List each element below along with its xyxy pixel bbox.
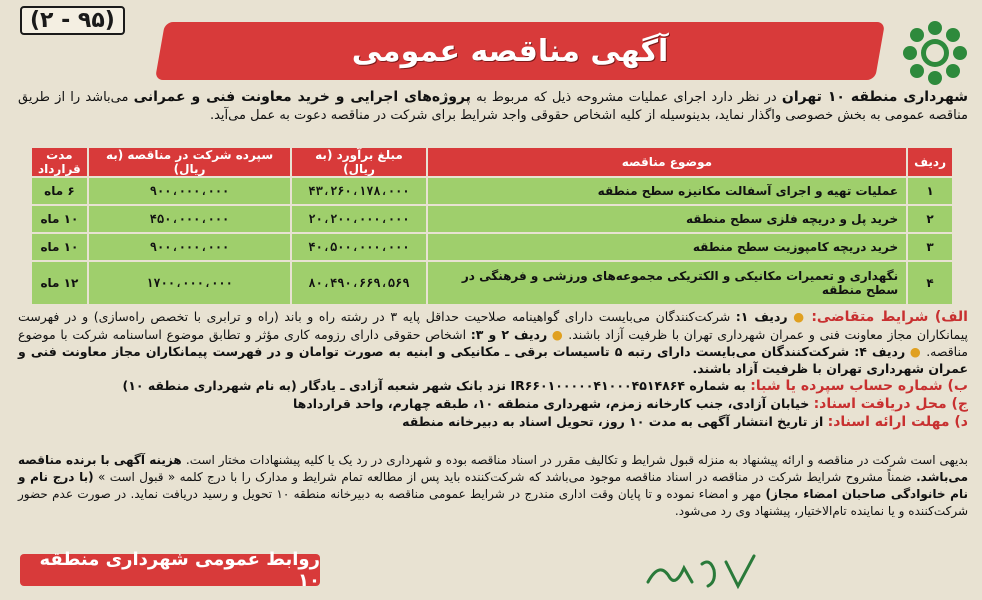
header-deposit: سپرده شرکت در مناقصه (به ریال) (88, 147, 292, 177)
row-subject: خرید پل و دریچه فلزی سطح منطقه (427, 205, 907, 233)
condition-a-heading: الف) شرایط متقاضی: (811, 309, 968, 325)
row-subject: عملیات تهیه و اجرای آسفالت مکانیزه سطح منطقه (427, 177, 907, 205)
closing-p3: مهر و امضاء نموده و تا پایان وقت اداری مندرج در شرایط عمومی مناقصه به دبیرخانه منطقه ۱۰ تحویل و رسید دریافت نماید. در صورت عدم حضور شرکت‌کننده و یا نماینده تام‌الاختیار، پیشنهاد وی رد می‌شود. (18, 487, 968, 518)
condition-d-heading: د) مهلت ارائه اسناد: (827, 414, 968, 430)
header-duration: مدت قرارداد (31, 147, 88, 177)
header-subject: موضوع مناقصه (427, 147, 907, 177)
intro-lead-rest: در نظر دارد اجرای عملیات مشروحه ذیل که مربوط به (470, 90, 782, 105)
table-header-row (31, 147, 953, 177)
row-index: ۲ (907, 205, 953, 233)
condition-a-row23-label: ردیف ۲ و ۳: (470, 327, 548, 342)
conditions-section (18, 308, 968, 431)
condition-a-row4: شرکت‌کنندگان می‌بایست دارای رتبه ۵ تاسیسات برقی ـ مکانیکی و ابنیه به صورت توامان و در فهرست پیمانکاران مجاز معاونت فنی و عمران شهرداری تهران با ظرفیت آزاد باشند. (18, 344, 968, 376)
condition-d-text: از تاریخ انتشار آگهی به مدت ۱۰ روز، تحویل اسناد به دبیرخانه منطقه (402, 414, 828, 429)
tenders-table (30, 146, 954, 306)
bullet-icon: ● (793, 309, 806, 324)
row-duration: ۱۲ ماه (31, 261, 88, 305)
row-deposit: ۹۰۰،۰۰۰،۰۰۰ (88, 177, 292, 205)
row-index: ۴ (907, 261, 953, 305)
row-estimate: ۴۳،۲۶۰،۱۷۸،۰۰۰ (291, 177, 426, 205)
intro-tail: می‌باشد را از طریق مناقصه عمومی به بخش خصوصی واگذار نماید، بدینوسیله از کلیه اشخاص حقوقی واجد شرایط برای شرکت در مناقصه دعوت به عمل می‌آید. (18, 90, 968, 123)
row-estimate: ۴۰،۵۰۰،۰۰۰،۰۰۰ (291, 233, 426, 261)
condition-c-text: خیابان آزادی، جنب کارخانه زمزم، شهرداری منطقه ۱۰، طبقه چهارم، واحد قراردادها (292, 396, 814, 411)
row-duration: ۶ ماه (31, 177, 88, 205)
condition-c (18, 395, 968, 413)
condition-a-row1: شرکت‌کنندگان می‌بایست دارای گواهینامه صلاحیت حداقل پایه ۳ در رشته راه و باند (راه و ترابری با تخصص راه‌سازی) و در فهرست پیمانکاران مجاز معاونت فنی و عمران شهرداری تهران با ظرفیت آزاد باشند. (18, 309, 968, 342)
table-row (31, 233, 953, 261)
intro-lead: شهرداری منطقه ۱۰ تهران (781, 89, 968, 105)
handwritten-mark-icon (640, 552, 760, 592)
row-deposit: ۹۰۰،۰۰۰،۰۰۰ (88, 233, 292, 261)
table-row (31, 177, 953, 205)
condition-a (18, 308, 968, 377)
condition-a-row23: اشخاص حقوقی دارای رزومه کاری مؤثر و تطابق موضوع اساسنامه شرکت با موضوع مناقصه. (18, 327, 968, 359)
header-estimate: مبلغ برآورد (به ریال) (291, 147, 426, 177)
header-index: ردیف (907, 147, 953, 177)
closing-p1: بدیهی است شرکت در مناقصه و ارائه پیشنهاد به منزله قبول شرایط و تکالیف مقرر در اسناد مناقصه بوده و شهرداری در رد یک یا کلیه پیشنهادات مختار است. (185, 453, 968, 467)
bullet-icon: ● (551, 327, 564, 342)
row-deposit: ۱۷۰۰،۰۰۰،۰۰۰ (88, 261, 292, 305)
row-index: ۱ (907, 177, 953, 205)
closing-fee: هزینه آگهی با برنده مناقصه می‌باشد. (18, 453, 968, 484)
intro-projects: پروژه‌های اجرایی و خرید معاونت فنی و عمرانی (133, 89, 471, 105)
row-estimate: ۲۰،۲۰۰،۰۰۰،۰۰۰ (291, 205, 426, 233)
municipality-logo-icon (900, 18, 970, 88)
row-deposit: ۴۵۰،۰۰۰،۰۰۰ (88, 205, 292, 233)
row-index: ۳ (907, 233, 953, 261)
closing-p2: ضمناً مشروح شرایط شرکت در مناقصه در اسناد مناقصه موجود می‌باشد که شرکت‌کننده باید پس از مطالعه تمام شرایط و مدارک را با درج کلمه « قبول است » (93, 470, 917, 484)
condition-b-heading: ب) شماره حساب سپرده یا شبا: (750, 378, 968, 394)
row-duration: ۱۰ ماه (31, 233, 88, 261)
condition-a-row1-label: ردیف ۱: (735, 309, 788, 324)
row-subject: نگهداری و تعمیرات مکانیکی و الکتریکی مجموعه‌های ورزشی و فرهنگی در سطح منطقه (427, 261, 907, 305)
condition-c-heading: ج) محل دریافت اسناد: (813, 396, 968, 412)
page-title: آگهی مناقصه عمومی (351, 33, 669, 69)
condition-b (18, 377, 968, 395)
condition-d (18, 413, 968, 431)
table-row (31, 205, 953, 233)
condition-b-text: به شماره IR۶۶۰۱۰۰۰۰۰۴۱۰۰۰۴۵۱۴۸۶۴ نزد بانک شهر شعبه آزادی ـ یادگار (به نام شهرداری منطقه ۱۰) (122, 378, 751, 393)
footer-public-relations: روابط عمومی شهرداری منطقه ۱۰ (20, 554, 320, 586)
intro-paragraph (18, 88, 968, 125)
closing-paragraph (18, 452, 968, 520)
row-duration: ۱۰ ماه (31, 205, 88, 233)
condition-a-row4-label: ردیف ۴: (854, 344, 906, 359)
bullet-icon: ● (909, 344, 922, 359)
table-row (31, 261, 953, 305)
row-subject: خرید دریچه کامپوزیت سطح منطقه (427, 233, 907, 261)
row-estimate: ۸۰،۴۹۰،۶۶۹،۵۶۹ (291, 261, 426, 305)
ad-code: (۲ - ۹۵) (20, 6, 125, 35)
closing-sign: (با درج نام و نام خانوادگی صاحبان امضاء مجاز) (18, 470, 968, 501)
